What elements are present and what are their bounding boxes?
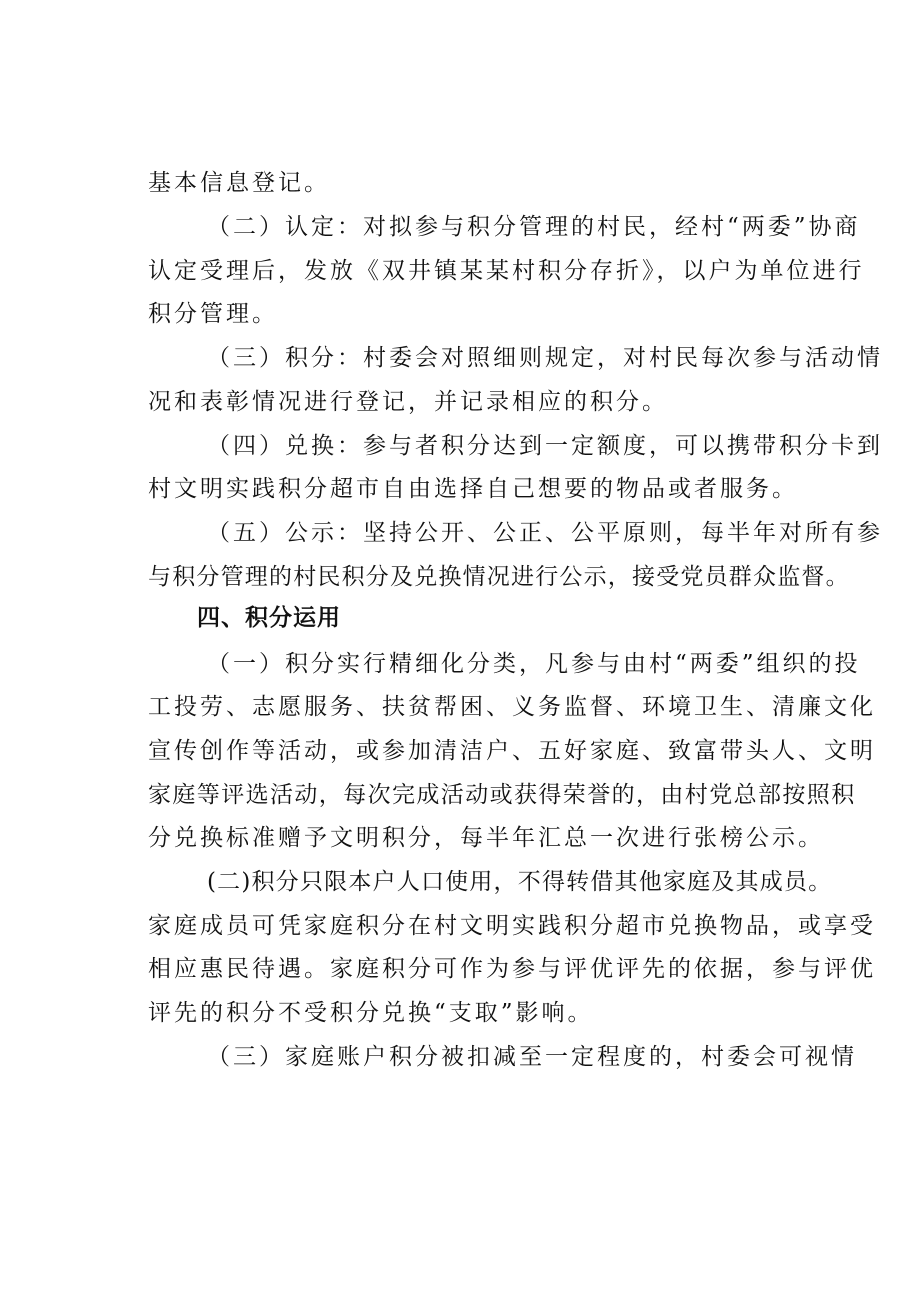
paragraph-line: （五）公示：坚持公开、公正、公平原则，每半年对所有参 xyxy=(207,520,883,546)
paragraph-line: 村文明实践积分超市自由选择自己想要的物品或者服务。 xyxy=(148,476,798,502)
paragraph-line: （二）认定：对拟参与积分管理的村民，经村“两委”协商 xyxy=(207,214,861,240)
paragraph-line: （一）积分实行精细化分类，凡参与由村“两委”组织的投 xyxy=(207,651,861,677)
paragraph-line: 与积分管理的村民积分及兑换情况进行公示，接受党员群众监督。 xyxy=(148,564,850,590)
paragraph-line: 基本信息登记。 xyxy=(148,170,330,196)
paragraph-line: （四）兑换：参与者积分达到一定额度，可以携带积分卡到 xyxy=(207,433,883,459)
paragraph-line: 相应惠民待遇。家庭积分可作为参与评优评先的依据，参与评优 xyxy=(148,956,876,982)
paragraph-line: 积分管理。 xyxy=(148,301,278,327)
paragraph-line: （三）积分：村委会对照细则规定，对村民每次参与活动情 xyxy=(207,345,883,371)
paragraph-line: 况和表彰情况进行登记，并记录相应的积分。 xyxy=(148,389,668,415)
paragraph-line: 家庭成员可凭家庭积分在村文明实践积分超市兑换物品，或享受 xyxy=(148,913,876,939)
paragraph-line: (二)积分只限本户人口使用，不得转借其他家庭及其成员。 xyxy=(207,869,833,895)
paragraph-line: 分兑换标准赠予文明积分，每半年汇总一次进行张榜公示。 xyxy=(148,825,824,851)
paragraph-line: 宣传创作等活动，或参加清洁户、五好家庭、致富带头人、文明 xyxy=(148,738,876,764)
paragraph-line: 认定受理后，发放《双井镇某某村积分存折》，以户为单位进行 xyxy=(148,258,865,284)
paragraph-line: 家庭等评选活动，每次完成活动或获得荣誉的，由村党总部按照积 xyxy=(148,782,856,808)
paragraph-line: （三）家庭账户积分被扣减至一定程度的，村委会可视情 xyxy=(207,1044,857,1070)
paragraph-line: 工投劳、志愿服务、扶贫帮困、义务监督、环境卫生、清廉文化 xyxy=(148,694,876,720)
paragraph-line: 评先的积分不受积分兑换“支取”影响。 xyxy=(148,1000,594,1026)
section-heading: 四、积分运用 xyxy=(197,605,341,631)
